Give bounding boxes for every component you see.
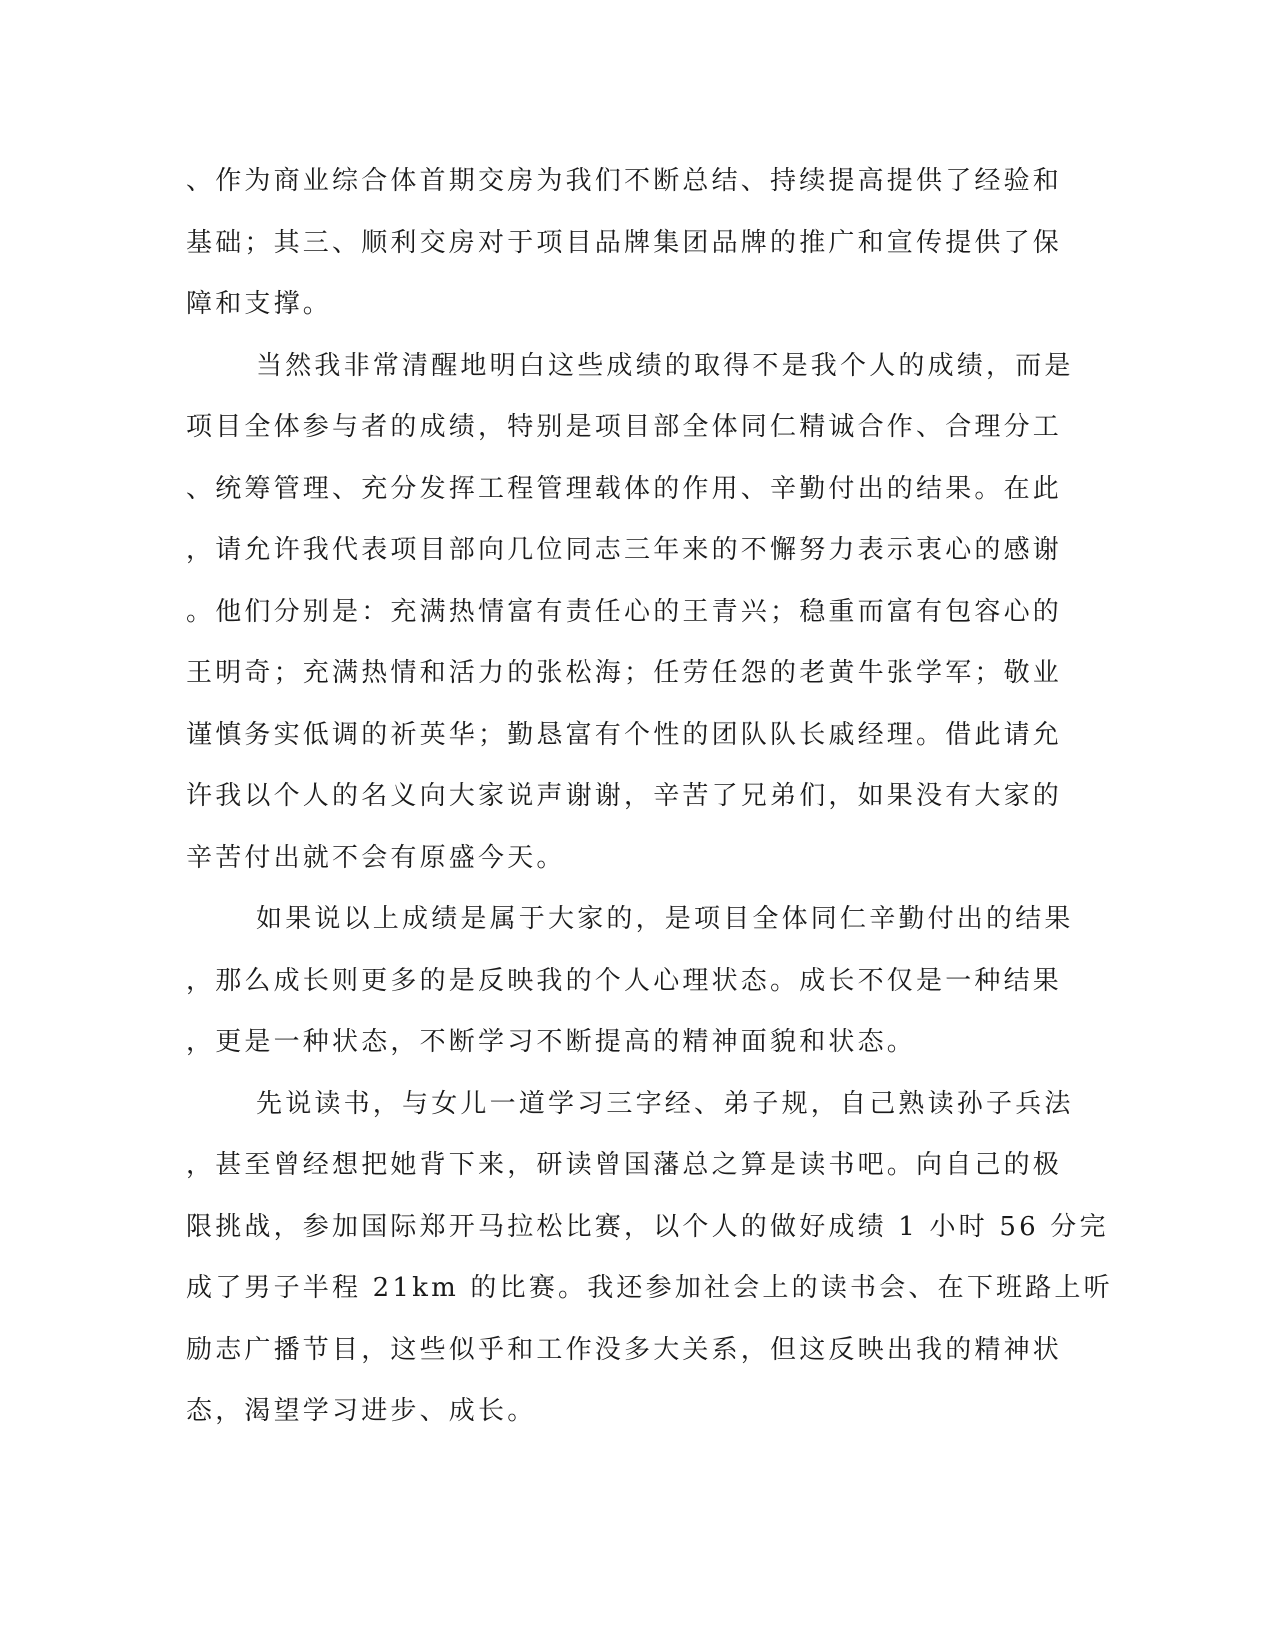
paragraph-line: 成了男子半程 21km 的比赛。我还参加社会上的读书会、在下班路上听 [186,1273,1113,1303]
paragraph-line: 障和支撑。 [186,289,333,319]
paragraph-line: 王明奇；充满热情和活力的张松海；任劳任怨的老黄牛张学军；敬业 [186,658,1063,688]
paragraph-line: 基础；其三、顺利交房对于项目品牌集团品牌的推广和宣传提供了保 [186,227,1063,258]
paragraph-line: ，甚至曾经想把她背下来，研读曾国藩总之算是读书吧。向自己的极 [186,1150,1063,1180]
paragraph-line: ，更是一种状态，不断学习不断提高的精神面貌和状态。 [186,1027,917,1057]
paragraph-line: 励志广播节目，这些似乎和工作没多大关系，但这反映出我的精神状 [186,1334,1063,1365]
paragraph-line: ，那么成长则更多的是反映我的个人心理状态。成长不仅是一种结果 [186,965,1063,996]
paragraph-first-line: 先说读书，与女儿一道学习三字经、弟子规，自己熟读孙子兵法 [256,1088,1074,1119]
paragraph-line: 许我以个人的名义向大家说声谢谢，辛苦了兄弟们，如果没有大家的 [186,781,1063,811]
paragraph-line: 项目全体参与者的成绩，特别是项目部全体同仁精诚合作、合理分工 [186,412,1063,442]
paragraph-first-line: 当然我非常清醒地明白这些成绩的取得不是我个人的成绩，而是 [256,350,1074,381]
paragraph-line: 。他们分别是：充满热情富有责任心的王青兴；稳重而富有包容心的 [186,596,1063,627]
paragraph-line: 谨慎务实低调的祈英华；勤恳富有个性的团队队长戚经理。借此请允 [186,719,1063,750]
paragraph-line: 、作为商业综合体首期交房为我们不断总结、持续提高提供了经验和 [186,166,1063,196]
paragraph-first-line: 如果说以上成绩是属于大家的，是项目全体同仁辛勤付出的结果 [256,904,1074,934]
document-body [186,158,1113,1450]
paragraph-line: 态，渴望学习进步、成长。 [186,1396,537,1426]
paragraph-line: 、统筹管理、充分发挥工程管理载体的作用、辛勤付出的结果。在此 [186,473,1063,504]
paragraph-line: 辛苦付出就不会有原盛今天。 [186,842,566,873]
paragraph-line: 限挑战，参加国际郑开马拉松比赛，以个人的做好成绩 1 小时 56 分完 [186,1211,1109,1242]
paragraph-line: ，请允许我代表项目部向几位同志三年来的不懈努力表示衷心的感谢 [186,535,1063,565]
